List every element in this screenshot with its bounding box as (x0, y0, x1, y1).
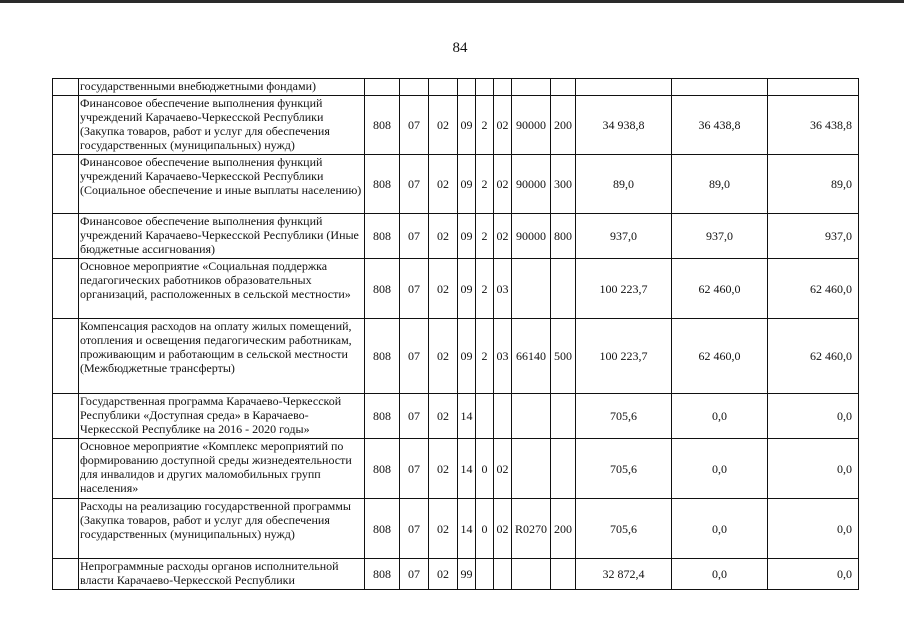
ministry-code-cell: 808 (365, 559, 400, 590)
measure-code-cell (494, 394, 512, 439)
row-blank-cell (53, 394, 79, 439)
amount-year2-cell (672, 79, 768, 96)
budget-table (52, 78, 859, 590)
scan-edge-line (0, 0, 904, 3)
program-code-cell: 14 (458, 439, 476, 499)
ministry-code-cell: 808 (365, 96, 400, 155)
section-code-cell: 07 (400, 214, 429, 259)
amount-year2-cell: 89,0 (672, 155, 768, 214)
expense-type-cell: 300 (551, 155, 576, 214)
expense-name-cell: Непрограммные расходы органов исполнительной власти Карачаево-Черкесской Республики (79, 559, 365, 590)
subprogram-code-cell (476, 394, 494, 439)
direction-code-cell (512, 559, 551, 590)
subprogram-code-cell: 2 (476, 319, 494, 394)
amount-year1-cell: 937,0 (576, 214, 672, 259)
program-code-cell: 09 (458, 155, 476, 214)
subprogram-code-cell (476, 559, 494, 590)
ministry-code-cell (365, 79, 400, 96)
subsection-code-cell: 02 (429, 259, 458, 319)
subsection-code-cell: 02 (429, 394, 458, 439)
row-blank-cell (53, 214, 79, 259)
program-code-cell: 99 (458, 559, 476, 590)
expense-name-cell: государственными внебюджетными фондами) (79, 79, 365, 96)
direction-code-cell: 90000 (512, 96, 551, 155)
subprogram-code-cell: 2 (476, 96, 494, 155)
amount-year2-cell: 0,0 (672, 499, 768, 559)
expense-name-cell: Компенсация расходов на оплату жилых помещений, отопления и освещения педагогическим работникам, проживающим и работающим в сельской местности (Межбюджетные трансферты) (79, 319, 365, 394)
expense-type-cell (551, 79, 576, 96)
section-code-cell: 07 (400, 155, 429, 214)
expense-name-cell: Расходы на реализацию государственной программы (Закупка товаров, работ и услуг для обеспечения государственных (муниципальных) нужд) (79, 499, 365, 559)
subsection-code-cell: 02 (429, 155, 458, 214)
row-blank-cell (53, 499, 79, 559)
amount-year3-cell: 89,0 (768, 155, 859, 214)
amount-year2-cell: 0,0 (672, 559, 768, 590)
amount-year1-cell: 100 223,7 (576, 259, 672, 319)
ministry-code-cell: 808 (365, 394, 400, 439)
program-code-cell: 14 (458, 394, 476, 439)
section-code-cell: 07 (400, 394, 429, 439)
direction-code-cell: R0270 (512, 499, 551, 559)
amount-year2-cell: 0,0 (672, 439, 768, 499)
expense-name-cell: Финансовое обеспечение выполнения функций учреждений Карачаево-Черкесской Республики (Социальное обеспечение и иные выплаты населению) (79, 155, 365, 214)
table-row (53, 79, 859, 96)
program-code-cell (458, 79, 476, 96)
subsection-code-cell: 02 (429, 214, 458, 259)
section-code-cell: 07 (400, 559, 429, 590)
direction-code-cell (512, 394, 551, 439)
section-code-cell (400, 79, 429, 96)
expense-type-cell: 800 (551, 214, 576, 259)
amount-year3-cell (768, 79, 859, 96)
subsection-code-cell: 02 (429, 559, 458, 590)
measure-code-cell: 02 (494, 214, 512, 259)
table-row (53, 319, 859, 394)
amount-year1-cell: 705,6 (576, 394, 672, 439)
expense-type-cell: 200 (551, 499, 576, 559)
expense-type-cell (551, 439, 576, 499)
amount-year2-cell: 62 460,0 (672, 259, 768, 319)
amount-year1-cell: 34 938,8 (576, 96, 672, 155)
expense-name-cell: Финансовое обеспечение выполнения функций учреждений Карачаево-Черкесской Республики (Закупка товаров, работ и услуг для обеспечения государственных (муниципальных) нужд) (79, 96, 365, 155)
row-blank-cell (53, 155, 79, 214)
direction-code-cell: 90000 (512, 155, 551, 214)
subsection-code-cell (429, 79, 458, 96)
table-row (53, 394, 859, 439)
measure-code-cell: 03 (494, 319, 512, 394)
table-row (53, 499, 859, 559)
measure-code-cell: 02 (494, 155, 512, 214)
measure-code-cell: 02 (494, 499, 512, 559)
subsection-code-cell: 02 (429, 319, 458, 394)
row-blank-cell (53, 439, 79, 499)
subprogram-code-cell: 2 (476, 155, 494, 214)
subsection-code-cell: 02 (429, 96, 458, 155)
row-blank-cell (53, 79, 79, 96)
expense-type-cell (551, 559, 576, 590)
amount-year3-cell: 0,0 (768, 394, 859, 439)
program-code-cell: 09 (458, 214, 476, 259)
row-blank-cell (53, 96, 79, 155)
subsection-code-cell: 02 (429, 439, 458, 499)
table-row (53, 259, 859, 319)
program-code-cell: 09 (458, 259, 476, 319)
amount-year1-cell: 89,0 (576, 155, 672, 214)
amount-year3-cell: 62 460,0 (768, 259, 859, 319)
subprogram-code-cell: 2 (476, 214, 494, 259)
expense-name-cell: Основное мероприятие «Социальная поддержка педагогических работников образовательных организаций, расположенных в сельской местности» (79, 259, 365, 319)
subprogram-code-cell: 0 (476, 439, 494, 499)
program-code-cell: 09 (458, 96, 476, 155)
direction-code-cell (512, 259, 551, 319)
amount-year1-cell: 100 223,7 (576, 319, 672, 394)
amount-year1-cell (576, 79, 672, 96)
section-code-cell: 07 (400, 499, 429, 559)
amount-year3-cell: 62 460,0 (768, 319, 859, 394)
ministry-code-cell: 808 (365, 319, 400, 394)
amount-year1-cell: 705,6 (576, 499, 672, 559)
amount-year2-cell: 937,0 (672, 214, 768, 259)
amount-year3-cell: 0,0 (768, 499, 859, 559)
ministry-code-cell: 808 (365, 155, 400, 214)
amount-year2-cell: 62 460,0 (672, 319, 768, 394)
measure-code-cell (494, 79, 512, 96)
expense-name-cell: Государственная программа Карачаево-Черкесской Республики «Доступная среда» в Карачаево-Черкесской Республике на 2016 - 2020 годы» (79, 394, 365, 439)
table-row (53, 214, 859, 259)
direction-code-cell: 90000 (512, 214, 551, 259)
measure-code-cell (494, 559, 512, 590)
amount-year3-cell: 36 438,8 (768, 96, 859, 155)
page-number: 84 (452, 40, 468, 56)
amount-year3-cell: 0,0 (768, 439, 859, 499)
expense-type-cell (551, 259, 576, 319)
expense-name-cell: Основное мероприятие «Комплекс мероприятий по формированию доступной среды жизнедеятельности для инвалидов и других маломобильных групп населения» (79, 439, 365, 499)
direction-code-cell: 66140 (512, 319, 551, 394)
table-row (53, 155, 859, 214)
program-code-cell: 09 (458, 319, 476, 394)
section-code-cell: 07 (400, 319, 429, 394)
table-row (53, 439, 859, 499)
section-code-cell: 07 (400, 439, 429, 499)
expense-type-cell: 500 (551, 319, 576, 394)
subprogram-code-cell: 2 (476, 259, 494, 319)
row-blank-cell (53, 259, 79, 319)
ministry-code-cell: 808 (365, 259, 400, 319)
subprogram-code-cell (476, 79, 494, 96)
section-code-cell: 07 (400, 259, 429, 319)
expense-type-cell: 200 (551, 96, 576, 155)
measure-code-cell: 02 (494, 96, 512, 155)
ministry-code-cell: 808 (365, 499, 400, 559)
expense-type-cell (551, 394, 576, 439)
ministry-code-cell: 808 (365, 214, 400, 259)
table-body (53, 79, 859, 590)
ministry-code-cell: 808 (365, 439, 400, 499)
subprogram-code-cell: 0 (476, 499, 494, 559)
table-row (53, 559, 859, 590)
amount-year2-cell: 36 438,8 (672, 96, 768, 155)
row-blank-cell (53, 319, 79, 394)
amount-year3-cell: 937,0 (768, 214, 859, 259)
expense-name-cell: Финансовое обеспечение выполнения функций учреждений Карачаево-Черкесской Республики (Иные бюджетные ассигнования) (79, 214, 365, 259)
direction-code-cell (512, 439, 551, 499)
measure-code-cell: 03 (494, 259, 512, 319)
direction-code-cell (512, 79, 551, 96)
section-code-cell: 07 (400, 96, 429, 155)
program-code-cell: 14 (458, 499, 476, 559)
subsection-code-cell: 02 (429, 499, 458, 559)
amount-year2-cell: 0,0 (672, 394, 768, 439)
amount-year1-cell: 705,6 (576, 439, 672, 499)
row-blank-cell (53, 559, 79, 590)
table-row (53, 96, 859, 155)
amount-year1-cell: 32 872,4 (576, 559, 672, 590)
measure-code-cell: 02 (494, 439, 512, 499)
amount-year3-cell: 0,0 (768, 559, 859, 590)
